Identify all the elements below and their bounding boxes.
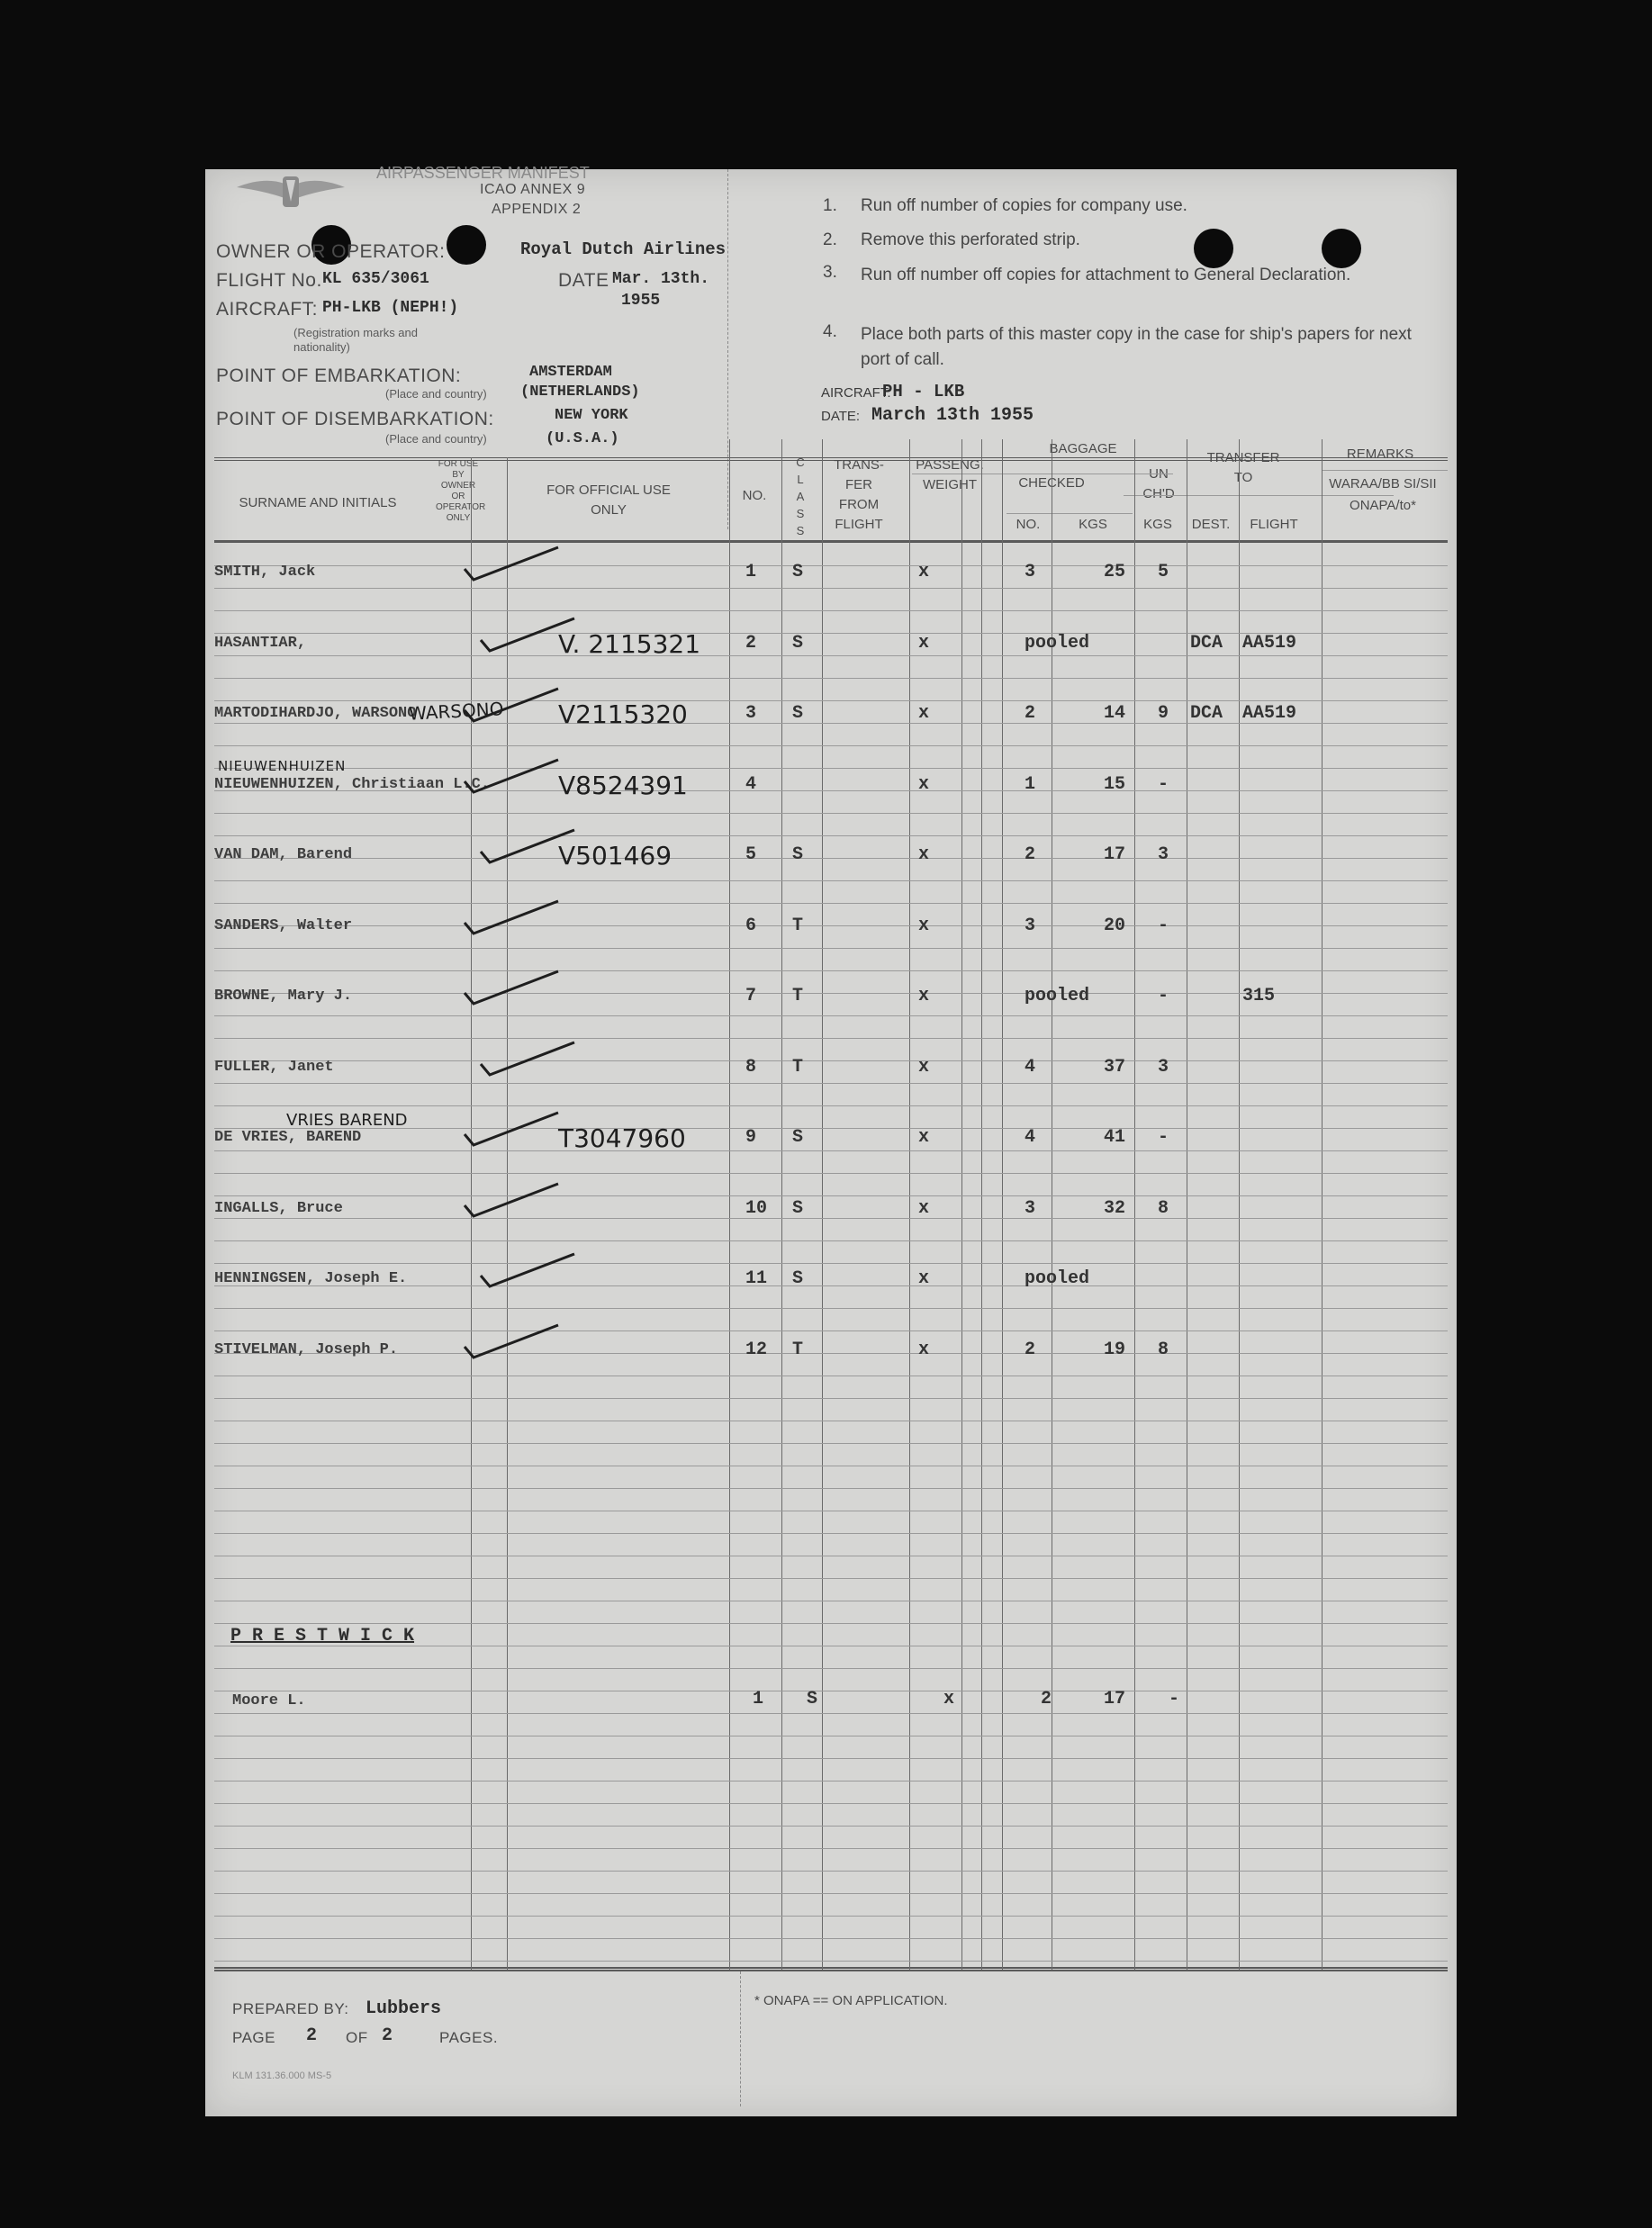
row-12-unch: 8 — [1158, 1339, 1169, 1360]
handwritten-vries: VRIES BAREND — [286, 1111, 408, 1130]
date-year: 1955 — [621, 292, 661, 310]
check-mark-icon — [475, 1249, 583, 1294]
row-5-cls: S — [792, 844, 804, 865]
row-3-kgs: 14 — [1104, 703, 1126, 724]
column-rule — [1322, 439, 1323, 1970]
row-1-w: x — [918, 562, 930, 582]
column-rule — [909, 439, 910, 1970]
check-mark-icon — [475, 825, 583, 870]
row-2-dest: DCA — [1190, 632, 1223, 654]
row-rule — [214, 1353, 1448, 1354]
row-2-official: V. 2115321 — [558, 628, 701, 659]
strip-aircraft-value: PH - LKB — [882, 382, 965, 401]
table-bottom-rule — [214, 1967, 1448, 1971]
row-rule — [214, 1578, 1448, 1579]
row-7-w: x — [918, 986, 930, 1006]
row-rule — [214, 1173, 1448, 1174]
row-6-no: 6 — [745, 915, 757, 936]
column-rule — [729, 439, 730, 1970]
row-9-no: 9 — [745, 1127, 757, 1148]
column-rule — [822, 439, 823, 1970]
row-rule — [214, 1488, 1448, 1489]
row-1-bno: 3 — [1025, 562, 1036, 582]
prestwick-row-name: Moore L. — [232, 1692, 306, 1709]
row-8-cls: T — [792, 1056, 804, 1078]
row-6-bno: 3 — [1025, 915, 1036, 936]
row-1-unch: 5 — [1158, 562, 1169, 582]
row-rule — [214, 1871, 1448, 1872]
row-10-no: 10 — [745, 1197, 768, 1219]
row-7-no: 7 — [745, 986, 757, 1006]
row-11-no: 11 — [745, 1268, 768, 1289]
row-5-official: V501469 — [558, 841, 673, 870]
row-3-w: x — [918, 703, 930, 724]
row-6-name: SANDERS, Walter — [214, 916, 353, 934]
row-9-bno: 4 — [1025, 1127, 1036, 1148]
row-9-kgs: 41 — [1104, 1127, 1126, 1148]
row-9-name: DE VRIES, BAREND — [214, 1129, 362, 1146]
row-4-bno: 1 — [1025, 773, 1036, 795]
row-rule — [214, 1668, 1448, 1669]
row-3-bno: 2 — [1025, 703, 1036, 724]
row-4-kgs: 15 — [1104, 773, 1126, 795]
row-3-flight: AA519 — [1242, 703, 1297, 724]
prepared-label: PREPARED BY: — [232, 2000, 349, 2017]
row-2-flight: AA519 — [1242, 632, 1297, 654]
col-no: NO. — [742, 488, 767, 503]
row-rule — [214, 1308, 1448, 1309]
col-kgs: KGS — [1079, 517, 1107, 532]
row-2-cls: S — [792, 632, 804, 654]
row-rule — [214, 588, 1448, 589]
row-2-no: 2 — [745, 632, 757, 654]
row-7-bno: pooled — [1025, 986, 1090, 1006]
row-8-no: 8 — [745, 1056, 757, 1078]
registration-note: (Registration marks and nationality) — [293, 326, 418, 354]
row-5-unch: 3 — [1158, 844, 1169, 865]
row-11-name: HENNINGSEN, Joseph E. — [214, 1270, 408, 1287]
row-2-w: x — [918, 632, 930, 654]
row-8-kgs: 37 — [1104, 1056, 1126, 1078]
row-rule — [214, 1938, 1448, 1939]
row-8-unch: 3 — [1158, 1056, 1169, 1078]
row-7-unch: - — [1158, 986, 1169, 1006]
column-rule — [781, 439, 782, 1970]
check-mark-icon — [459, 966, 567, 1011]
page-value: 2 — [306, 2025, 318, 2046]
row-4-name: NIEUWENHUIZEN, Christiaan L.C. — [214, 775, 491, 793]
row-5-name: VAN DAM, Barend — [214, 846, 353, 863]
row-3-name: MARTODIHARDJO, WARSONO — [214, 705, 417, 722]
row-rule — [214, 1398, 1448, 1399]
row-rule — [214, 1803, 1448, 1804]
row-rule — [214, 1240, 1448, 1241]
row-rule — [214, 1150, 1448, 1151]
row-5-no: 5 — [745, 844, 757, 865]
row-rule — [214, 1083, 1448, 1084]
row-rule — [214, 813, 1448, 814]
disembarkation-value: NEW YORK — [555, 407, 628, 424]
row-12-kgs: 19 — [1104, 1339, 1126, 1360]
row-2-bno: pooled — [1025, 632, 1090, 654]
row-rule — [214, 700, 1448, 701]
header-rule — [1007, 513, 1133, 514]
row-3-cls: S — [792, 703, 804, 724]
row-6-cls: T — [792, 915, 804, 936]
row-rule — [214, 1038, 1448, 1039]
check-mark-icon — [475, 1037, 583, 1082]
pages-label: PAGES. — [439, 2029, 499, 2046]
handwritten-warsono: WARSONO — [408, 698, 504, 725]
col-bag-no: NO. — [1016, 517, 1041, 532]
prestwick-row-kgs: 17 — [1104, 1689, 1126, 1709]
row-10-name: INGALLS, Bruce — [214, 1199, 343, 1217]
punch-hole — [447, 225, 486, 265]
row-rule — [214, 1060, 1448, 1061]
row-10-bno: 3 — [1025, 1197, 1036, 1219]
aircraft-label: AIRCRAFT: — [216, 299, 319, 320]
column-rule — [1134, 439, 1135, 1970]
col-transfer-from: TRANS- FER FROM FLIGHT — [834, 457, 884, 532]
row-3-unch: 9 — [1158, 703, 1169, 724]
check-mark-icon — [459, 542, 567, 587]
row-rule — [214, 1916, 1448, 1917]
row-8-w: x — [918, 1056, 930, 1078]
annex-title: AIRPASSENGER MANIFEST — [376, 164, 590, 182]
instruction-4-text: Place both parts of this master copy in the case for ship's papers for next port of call. — [861, 325, 1412, 369]
prestwick-row-weight: x — [943, 1689, 955, 1709]
prestwick-heading: P R E S T W I C K — [230, 1626, 415, 1646]
instruction-2-text: Remove this perforated strip. — [861, 230, 1080, 249]
owner-value: Royal Dutch Airlines — [520, 239, 727, 259]
row-10-cls: S — [792, 1197, 804, 1219]
row-rule — [214, 1713, 1448, 1714]
row-rule — [214, 1533, 1448, 1534]
prestwick-row-unchd: - — [1169, 1689, 1180, 1709]
row-11-w: x — [918, 1268, 930, 1289]
check-mark-icon — [459, 896, 567, 941]
row-6-kgs: 20 — [1104, 915, 1126, 936]
row-8-name: FULLER, Janet — [214, 1058, 334, 1076]
col-flight: FLIGHT — [1250, 517, 1298, 532]
row-4-w: x — [918, 773, 930, 795]
onapa-note: * ONAPA == ON APPLICATION. — [754, 1993, 948, 2008]
appendix-label: APPENDIX 2 — [492, 202, 582, 217]
place-country-note: (Place and country) — [385, 387, 487, 401]
row-6-unch: - — [1158, 915, 1169, 936]
col-class: CLASS — [796, 456, 805, 537]
embarkation-label: POINT OF EMBARKATION: — [216, 365, 462, 386]
col-remarks: REMARKS — [1346, 447, 1414, 462]
row-rule — [214, 1848, 1448, 1849]
row-5-kgs: 17 — [1104, 844, 1126, 865]
row-5-w: x — [918, 844, 930, 865]
row-12-name: STIVELMAN, Joseph P. — [214, 1340, 399, 1358]
row-9-cls: S — [792, 1127, 804, 1148]
row-rule — [214, 970, 1448, 971]
row-rule — [214, 1263, 1448, 1264]
row-1-no: 1 — [745, 562, 757, 582]
row-rule — [214, 565, 1448, 566]
header-rule — [1124, 495, 1394, 496]
row-rule — [214, 1893, 1448, 1894]
disembarkation-label: POINT OF DISEMBARKATION: — [216, 409, 494, 429]
table-head-rule — [214, 540, 1448, 543]
header-rule — [1322, 470, 1448, 471]
row-7-name: BROWNE, Mary J. — [214, 988, 353, 1005]
owner-label: OWNER OR OPERATOR: — [216, 241, 446, 262]
instruction-3-num: 3. — [823, 263, 837, 282]
row-rule — [214, 925, 1448, 926]
row-7-flight: 315 — [1242, 986, 1276, 1006]
row-5-bno: 2 — [1025, 844, 1036, 865]
col-remarks-codes: WARAA/BB SI/SII ONAPA/to* — [1329, 476, 1437, 513]
check-mark-icon — [459, 1320, 567, 1365]
col-baggage: BAGGAGE — [1049, 441, 1117, 456]
row-rule — [214, 1195, 1448, 1196]
row-rule — [214, 1105, 1448, 1106]
col-passeng-weight: PASSENG. WEIGHT — [916, 457, 984, 492]
col-kgs-unchd: KGS — [1143, 517, 1172, 532]
row-1-kgs: 25 — [1104, 562, 1126, 582]
row-rule — [214, 1330, 1448, 1331]
col-official: FOR OFFICIAL USE ONLY — [546, 483, 671, 518]
instruction-1-num: 1. — [823, 196, 837, 215]
strip-date-label: DATE: — [821, 409, 861, 424]
row-9-unch: - — [1158, 1127, 1169, 1148]
row-10-unch: 8 — [1158, 1197, 1169, 1219]
row-3-dest: DCA — [1190, 703, 1223, 724]
row-4-no: 4 — [745, 773, 757, 795]
check-mark-icon — [459, 1107, 567, 1152]
column-rule — [961, 439, 962, 1970]
col-unchd: UN CH'D — [1142, 466, 1175, 501]
row-rule — [214, 1218, 1448, 1219]
perforation-line — [727, 169, 728, 529]
prestwick-row-bag-no: 2 — [1041, 1689, 1052, 1709]
row-10-kgs: 32 — [1104, 1197, 1126, 1219]
instruction-2-num: 2. — [823, 230, 837, 249]
column-rule — [1239, 439, 1240, 1970]
check-mark-icon — [459, 1178, 567, 1223]
col-transfer-to: TRANSFER TO — [1206, 450, 1280, 485]
instruction-1-text: Run off number of copies for company use. — [861, 196, 1187, 215]
check-mark-icon — [475, 613, 583, 658]
row-rule — [214, 1758, 1448, 1759]
row-10-w: x — [918, 1197, 930, 1219]
row-rule — [214, 1623, 1448, 1624]
prepared-value: Lubbers — [366, 1998, 442, 2019]
column-rule — [1002, 439, 1003, 1970]
row-rule — [214, 880, 1448, 881]
row-12-cls: T — [792, 1339, 804, 1360]
row-12-w: x — [918, 1339, 930, 1360]
date-label: DATE — [558, 270, 609, 291]
annex-label: ICAO ANNEX 9 — [480, 182, 586, 197]
row-9-official: T3047960 — [558, 1123, 686, 1153]
col-owner-use: FOR USE BY OWNER OR OPERATOR ONLY — [436, 459, 486, 523]
of-value: 2 — [382, 2025, 393, 2046]
row-2-name: HASANTIAR, — [214, 634, 307, 652]
date-value: Mar. 13th. — [612, 270, 710, 288]
row-rule — [214, 858, 1448, 859]
place-country-note: (Place and country) — [385, 432, 487, 446]
row-rule — [214, 1015, 1448, 1016]
flight-label: FLIGHT No. — [216, 270, 322, 291]
row-4-unch: - — [1158, 773, 1169, 795]
row-9-w: x — [918, 1127, 930, 1148]
row-rule — [214, 768, 1448, 769]
row-1-name: SMITH, Jack — [214, 564, 316, 581]
row-12-no: 12 — [745, 1339, 768, 1360]
row-4-official: V8524391 — [558, 770, 688, 800]
row-6-w: x — [918, 915, 930, 936]
col-checked: CHECKED — [1018, 475, 1085, 491]
row-7-cls: T — [792, 986, 804, 1006]
row-12-bno: 2 — [1025, 1339, 1036, 1360]
strip-date-value: March 13th 1955 — [871, 405, 1034, 426]
row-rule — [214, 835, 1448, 836]
row-rule — [214, 948, 1448, 949]
form-code: KLM 131.36.000 MS-5 — [232, 2070, 332, 2081]
row-rule — [214, 1961, 1448, 1962]
aircraft-value: PH-LKB (NEPH!) — [322, 299, 459, 317]
col-surname: SURNAME AND INITIALS — [239, 495, 397, 510]
disembarkation-country: (U.S.A.) — [546, 430, 619, 447]
manifest-sheet — [205, 164, 1457, 2116]
row-3-no: 3 — [745, 703, 757, 724]
footer-divider — [740, 1971, 741, 2106]
strip-aircraft-label: AIRCRAFT: — [821, 385, 891, 401]
row-1-cls: S — [792, 562, 804, 582]
row-rule — [214, 1443, 1448, 1444]
row-11-bno: pooled — [1025, 1268, 1090, 1289]
row-rule — [214, 745, 1448, 746]
row-11-cls: S — [792, 1268, 804, 1289]
embarkation-value: AMSTERDAM — [529, 364, 612, 381]
instruction-4-num: 4. — [823, 322, 837, 341]
handwritten-nieuwenhuizen: NIEUWENHUIZEN — [218, 758, 347, 774]
row-8-bno: 4 — [1025, 1056, 1036, 1078]
page-label: PAGE — [232, 2029, 275, 2046]
row-rule — [214, 1826, 1448, 1827]
row-3-official: V2115320 — [558, 699, 688, 729]
prestwick-row-class: S — [807, 1689, 818, 1709]
column-rule — [981, 439, 982, 1970]
prestwick-row-no: 1 — [753, 1689, 764, 1709]
of-label: OF — [346, 2029, 368, 2046]
row-rule — [214, 903, 1448, 904]
flight-value: KL 635/3061 — [322, 270, 429, 288]
row-rule — [214, 610, 1448, 611]
row-rule — [214, 678, 1448, 679]
col-dest: DEST. — [1191, 517, 1231, 532]
airline-logo-icon — [232, 171, 349, 221]
check-mark-icon — [459, 754, 567, 799]
instruction-3-text: Run off number off copies for attachment to General Declaration. — [861, 266, 1351, 284]
row-rule — [214, 655, 1448, 656]
embarkation-country: (NETHERLANDS) — [520, 383, 640, 401]
